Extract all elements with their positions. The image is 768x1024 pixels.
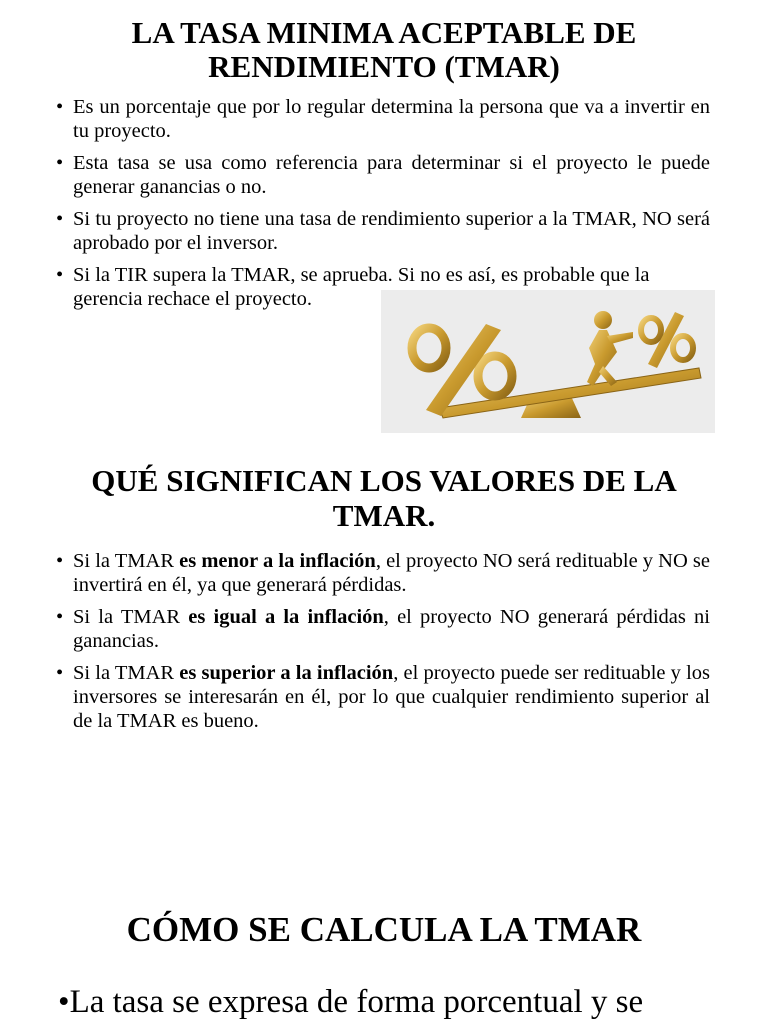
section1-title-line2: RENDIMIENTO (TMAR) [208, 49, 560, 84]
bullet-item [56, 549, 710, 597]
percent-seesaw-illustration [381, 290, 715, 433]
bullet-bold-text: es superior a la inflación [179, 662, 394, 684]
section1-title [0, 16, 768, 84]
section2-title [0, 463, 768, 533]
bullet-text: , el proyecto puede ser redituable y los inversores se interesarán en él, por lo que cualquier rendimiento superior al de la TMAR es bueno. [73, 662, 710, 732]
bullet-bold-text: es menor a la inflación [179, 550, 376, 572]
section3-bullet: •La tasa se expresa de forma porcentual y se [58, 984, 644, 1020]
section2-bullet-list [56, 549, 710, 741]
section1-title-line1: LA TASA MINIMA ACEPTABLE DE [131, 15, 637, 50]
bullet-item-line1: Si la TIR supera la TMAR, se aprueba. Si no es así, es probable que la [73, 264, 650, 286]
section2-title-line2: TMAR. [332, 498, 436, 533]
bullet-bold-text: es igual a la inflación [188, 606, 384, 628]
bullet-text: Si la TMAR [73, 606, 189, 628]
bullet-item [56, 605, 710, 653]
section2-title-line1: QUÉ SIGNIFICAN LOS VALORES DE LA [91, 463, 677, 498]
section3-bullet-text: La tasa se expresa de forma porcentual y se [69, 984, 644, 1020]
bullet-item-line2: gerencia rechace el proyecto. [73, 288, 313, 310]
percent-seesaw-figure-icon [381, 290, 715, 433]
bullet-text: , el proyecto NO generará pérdidas ni ganancias. [73, 606, 710, 652]
bullet-text: Si la TMAR [73, 550, 180, 572]
bullet-text: , el proyecto NO será redituable y NO se invertirá en él, ya que generará pérdidas. [73, 550, 710, 596]
section3-title: CÓMO SE CALCULA LA TMAR [126, 910, 642, 949]
bullet-item: • Es un porcentaje que por lo regular determina la persona que va a invertir en tu proyecto. [56, 95, 710, 143]
bullet-item: • Esta tasa se usa como referencia para determinar si el proyecto le puede generar ganancias o no. [56, 151, 710, 199]
section1-bullet-list [56, 95, 710, 319]
bullet-text: Si la TMAR [73, 662, 180, 684]
bullet-item [56, 661, 710, 733]
bullet-item: • Si tu proyecto no tiene una tasa de rendimiento superior a la TMAR, NO será aprobado por el inversor. [56, 207, 710, 255]
